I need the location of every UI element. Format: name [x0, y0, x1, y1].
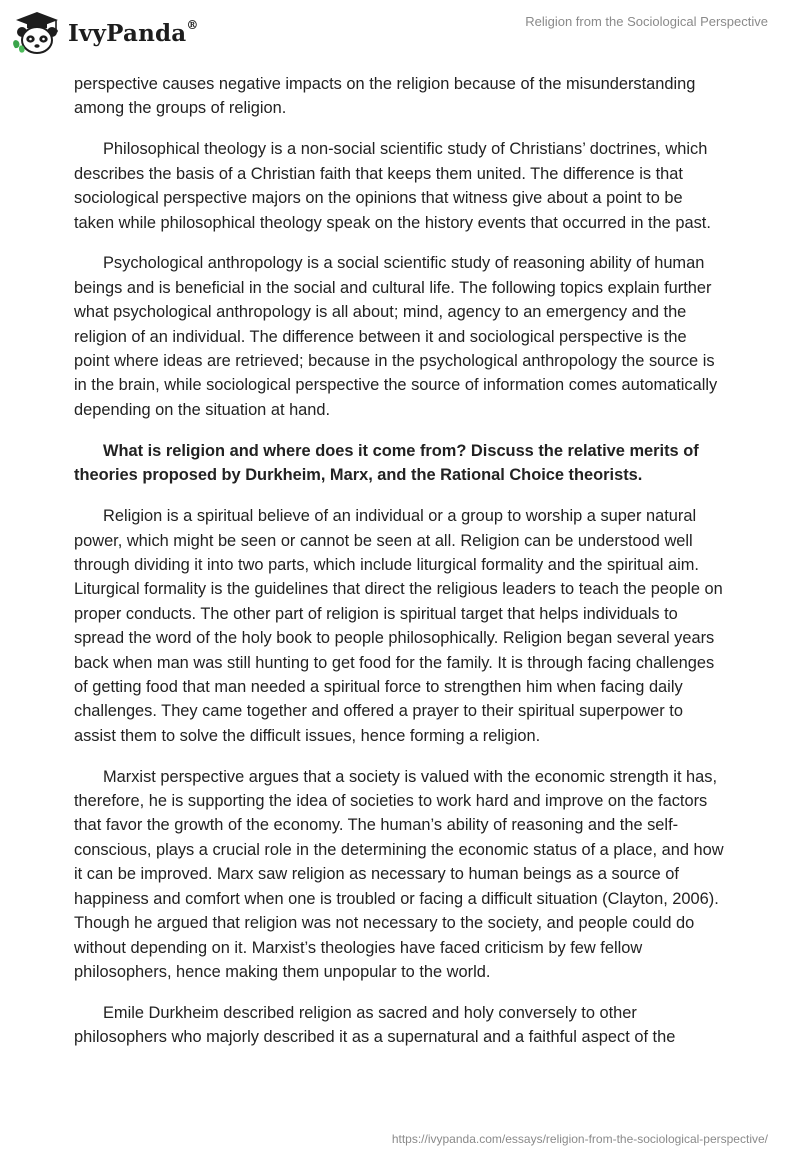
paragraph: Marxist perspective argues that a society is valued with the economic strength it has, therefore, he is supporting the idea of societies to work hard and improve on the factors that favor the growth of the economy. The human’s ability of reasoning and the self-conscious, plays a crucial role in the determining the economic status of a place, and how it can be improved. Marx saw religion as necessary to human beings as a source of happiness and comfort when one is troubled or facing a difficult situation (Clayton, 2006). Though he argued that religion was not necessary to the society, and people could do without depending on it. Marxist’s theologies have faced criticism by few fellow philosophers, hence making them unpopular to the world. [74, 767, 724, 981]
brand-name: IvyPanda® [68, 17, 199, 47]
paragraph: perspective causes negative impacts on the religion because of the misunderstanding among the groups of religion. [74, 75, 696, 118]
source-url[interactable]: https://ivypanda.com/essays/religion-from-the-sociological-perspective/ [391, 1132, 768, 1146]
page-header [0, 0, 800, 70]
running-title: Religion from the Sociological Perspective [525, 14, 768, 29]
ivypanda-logo[interactable] [12, 8, 199, 58]
section-question-heading: What is religion and where does it come from? Discuss the relative merits of theories proposed by Durkheim, Marx, and the Rational Choice theorists. [74, 441, 699, 485]
paragraph: Philosophical theology is a non-social scientific study of Christians’ doctrines, which describes the basis of a Christian faith that keeps them united. The difference is that sociological perspective majors on the opinions that witness give about a point to be taken while philosophical theology speak on the history events that occurred in the past. [74, 140, 711, 232]
paragraph: Religion is a spiritual believe of an individual or a group to worship a super natural power, which might be seen or cannot be seen at all. Religion can be understood well through dividing it into two parts, which include liturgical formality and the spiritual aim. Liturgical formality is the guidelines that direct the religious leaders to teach the people on proper conducts. The other part of religion is spiritual target that helps individuals to spread the word of the holy book to people philosophically. Religion began several years back when man was still hunting to get food for the family. It is through facing challenges of getting food that man needed a spiritual force to strengthen him when facing daily challenges. They came together and offered a prayer to their spiritual superpower to assist them to solve the difficult issues, hence forming a religion. [74, 507, 723, 745]
paragraph: Psychological anthropology is a social scientific study of reasoning ability of human beings and is beneficial in the social and cultural life. The following topics explain further what psychological anthropology is all about; mind, agency to an emergency and the religion of an individual. The difference between it and sociological perspective is the point where ideas are retrieved; because in the psychological anthropology the source is in the brain, while sociological perspective the source of information comes automatically depending on the situation at hand. [74, 254, 718, 419]
essay-body [74, 72, 726, 1066]
panda-graduate-icon [12, 10, 62, 56]
paragraph: Emile Durkheim described religion as sacred and holy conversely to other philosophers who majorly described it as a supernatural and a faithful aspect of the [74, 1003, 676, 1047]
